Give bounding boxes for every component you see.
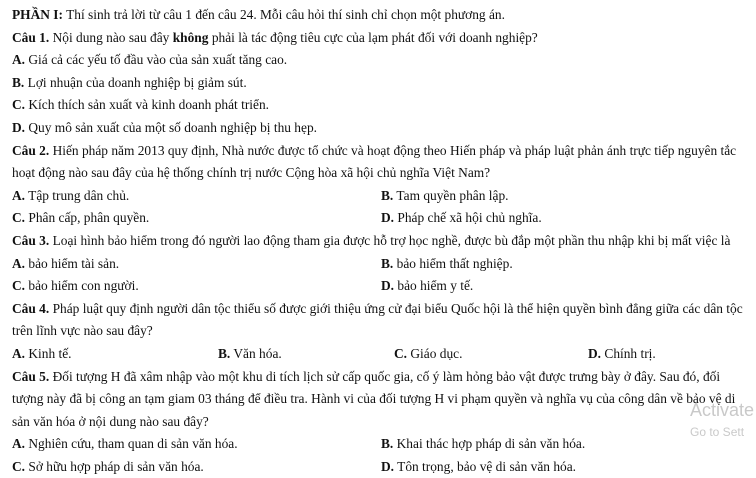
question-3-label: Câu 3. <box>12 232 50 248</box>
question-1-option-c <box>12 94 750 117</box>
question-3-stem <box>12 230 750 253</box>
option-text: bảo hiểm y tế. <box>397 278 474 294</box>
question-2-option-d <box>381 207 750 230</box>
question-2-option-a <box>12 185 381 208</box>
option-text: Quy mô sản xuất của một số doanh nghiệp bị thu hẹp. <box>28 119 317 135</box>
question-5-option-d <box>381 456 750 478</box>
question-1-label: Câu 1. <box>12 29 50 45</box>
question-2-label: Câu 2. <box>12 142 50 158</box>
option-letter: A. <box>12 345 26 361</box>
option-text: Sở hữu hợp pháp di sản văn hóa. <box>28 458 204 474</box>
question-1-option-b <box>12 72 750 95</box>
watermark-line-2: Go to Sett <box>690 425 745 439</box>
question-2-options-row-2 <box>12 207 750 230</box>
option-letter: A. <box>12 436 26 452</box>
option-letter: D. <box>381 458 395 474</box>
option-text: Giáo dục. <box>410 345 463 361</box>
option-text: Kinh tế. <box>28 345 72 361</box>
option-letter: C. <box>12 97 26 113</box>
option-text: bảo hiểm tài sản. <box>28 255 120 271</box>
question-3-options-row-1 <box>12 253 750 276</box>
option-text: Tập trung dân chủ. <box>28 187 130 203</box>
option-letter: A. <box>12 187 26 203</box>
option-letter: A. <box>12 52 26 68</box>
option-letter: D. <box>12 119 26 135</box>
question-5-option-b <box>381 433 750 456</box>
question-5-label: Câu 5. <box>12 368 50 384</box>
question-2-option-b <box>381 185 750 208</box>
question-5-stem <box>12 366 750 434</box>
question-1-option-d <box>12 117 750 140</box>
question-4-text: Pháp luật quy định người dân tộc thiểu số được giới thiệu ứng cử đại biểu Quốc hội là thể hiện quyền bình đẳng giữa các dân tộc trên lĩnh vực nào sau đây? <box>12 300 743 339</box>
question-4-option-a <box>12 343 218 366</box>
question-5-option-c <box>12 456 381 478</box>
option-letter: B. <box>218 345 231 361</box>
question-2-options-row-1 <box>12 185 750 208</box>
option-letter: B. <box>381 436 394 452</box>
option-letter: C. <box>12 458 26 474</box>
option-letter: B. <box>12 74 25 90</box>
question-5-options-row-2 <box>12 456 750 478</box>
option-text: Phân cấp, phân quyền. <box>28 210 150 226</box>
option-text: Tôn trọng, bảo vệ di sản văn hóa. <box>397 458 577 474</box>
option-text: Khai thác hợp pháp di sản văn hóa. <box>396 436 586 452</box>
question-5-text: Đối tượng H đã xâm nhập vào một khu di tích lịch sử cấp quốc gia, cố ý làm hỏng bảo vật được trưng bày ở đây. Sau đó, đối tượng này đã bị công an tạm giam 03 tháng để điều tra. Hành vi của đối tượng H vi phạm quyền và nghĩa vụ của công dân về bảo vệ di sản văn hóa ở nội dung nào sau đây? <box>12 368 736 429</box>
watermark-line-1: Activate <box>690 400 755 420</box>
option-letter: C. <box>12 210 26 226</box>
question-3-options-row-2 <box>12 275 750 298</box>
question-1-text-pre: Nội dung nào sau đây <box>52 29 170 45</box>
option-text: Pháp chế xã hội chủ nghĩa. <box>397 210 542 226</box>
exam-page <box>12 4 750 478</box>
question-3-text: Loại hình bảo hiểm trong đó người lao động tham gia được hỗ trợ học nghề, được bù đắp một phần thu nhập khi bị mất việc là <box>52 232 731 248</box>
option-letter: D. <box>588 345 602 361</box>
question-4-stem <box>12 298 750 343</box>
question-2-stem <box>12 140 750 185</box>
part-instruction: Thí sinh trả lời từ câu 1 đến câu 24. Mỗi câu hỏi thí sinh chỉ chọn một phương án. <box>66 7 505 22</box>
option-text: Nghiên cứu, tham quan di sản văn hóa. <box>28 436 238 452</box>
question-1-option-a <box>12 49 750 72</box>
option-text: Văn hóa. <box>233 345 282 361</box>
option-text: Chính trị. <box>604 345 656 361</box>
option-text: Kích thích sản xuất và kinh doanh phát triển. <box>28 97 269 113</box>
question-5-option-a <box>12 433 381 456</box>
question-4-option-b <box>218 343 394 366</box>
option-letter: A. <box>12 255 26 271</box>
option-letter: D. <box>381 210 395 226</box>
option-letter: C. <box>12 278 26 294</box>
option-letter: D. <box>381 278 395 294</box>
option-text: Lợi nhuận của doanh nghiệp bị giảm sút. <box>27 74 247 90</box>
question-4-label: Câu 4. <box>12 300 50 316</box>
option-letter: C. <box>394 345 408 361</box>
option-letter: B. <box>381 255 394 271</box>
part-heading <box>12 4 750 27</box>
question-3-option-c <box>12 275 381 298</box>
question-2-text: Hiến pháp năm 2013 quy định, Nhà nước được tổ chức và hoạt động theo Hiến pháp và pháp luật phản ánh trực tiếp nguyên tắc hoạt động nào sau đây của hệ thống chính trị nước Cộng hòa xã hội chủ nghĩa Việt Nam? <box>12 142 737 181</box>
question-1-stem <box>12 27 750 50</box>
part-title: PHẦN I: <box>12 7 63 22</box>
option-letter: B. <box>381 187 394 203</box>
question-3-option-a <box>12 253 381 276</box>
question-1-text-post: phải là tác động tiêu cực của lạm phát đối với doanh nghiệp? <box>211 29 538 45</box>
option-text: Giá cả các yếu tố đầu vào của sản xuất tăng cao. <box>28 52 288 68</box>
question-4-option-d <box>588 343 738 366</box>
question-4-option-c <box>394 343 588 366</box>
option-text: Tam quyền phân lập. <box>396 187 509 203</box>
option-text: bảo hiểm con người. <box>28 278 139 294</box>
option-text: bảo hiểm thất nghiệp. <box>396 255 513 271</box>
question-3-option-d <box>381 275 750 298</box>
question-2-option-c <box>12 207 381 230</box>
question-5-options-row-1 <box>12 433 750 456</box>
question-3-option-b <box>381 253 750 276</box>
question-4-options-row <box>12 343 750 366</box>
question-1-text-bold: không <box>172 29 209 45</box>
